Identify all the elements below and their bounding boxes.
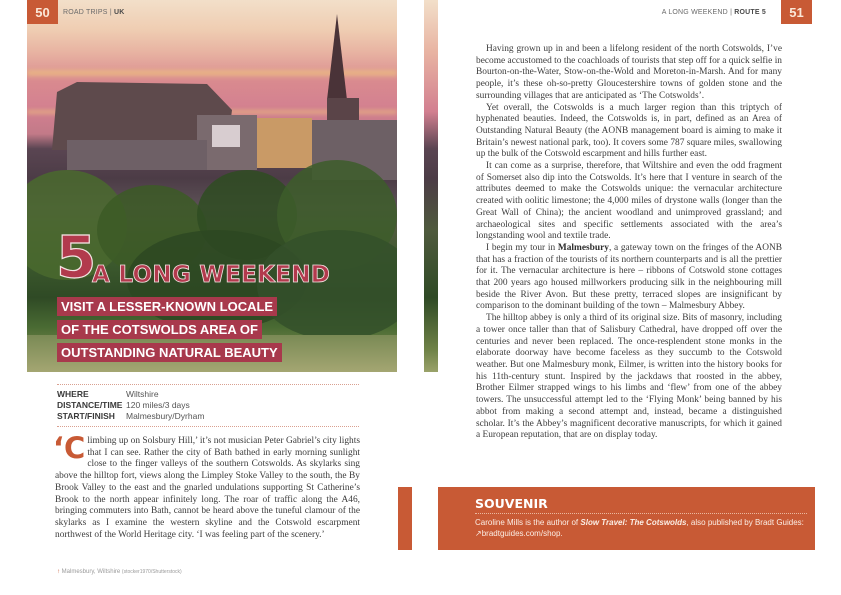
route-info-table	[57, 389, 359, 422]
main-article	[476, 44, 782, 442]
info-label: DISTANCE/TIME	[57, 400, 123, 410]
souvenir-text-after: , also published by Bradt Guides:	[686, 518, 804, 527]
running-head-left	[63, 9, 125, 16]
caption-credit: (stocker1970/Shutterstock)	[121, 569, 182, 575]
running-head-region: UK	[114, 9, 125, 16]
info-row-start-finish	[57, 411, 359, 422]
souvenir-rule	[475, 513, 807, 514]
souvenir-link[interactable]: bradtguides.com/shop.	[481, 529, 563, 538]
info-label: START/FINISH	[57, 411, 115, 421]
photo-caption	[57, 569, 182, 575]
article-paragraph: The hilltop abbey is only a third of its original size. Bits of masonry, including a tower once taller than that of Salisbury Cathedral, have dropped off over the centuries and never been replaced. The once-resplendent stone monks in the elaborate doorway have become faceless as they succumb to the Cotswold weather. But one Malmesbury monk, Eilmer, is written into the history books for his 11th-century stunt. Inspired by the jackdaws that roosted in the abbey, Brother Eilmer strapped wings to his limbs and ‘flew’ from one of the abbey towers. The unsuccessful attempt led to the ‘Flying Monk’ being banned by his abbot from making a second attempt and, instead, became a distinguished scholar. It’s the Abbey’s magnificent decorative manuscripts, for which it gained a European reputation, that are on display today.	[476, 313, 782, 441]
subtitle-line-1: VISIT A LESSER-KNOWN LOCALE	[57, 297, 277, 316]
running-head-right	[662, 9, 766, 16]
place-name-malmesbury: Malmesbury	[557, 242, 609, 253]
souvenir-accent-bar	[398, 487, 412, 550]
info-value: Wiltshire	[126, 389, 159, 399]
page-number-right: 51	[781, 0, 812, 24]
souvenir-box	[438, 487, 815, 550]
article-paragraph: It can come as a surprise, therefore, that Wiltshire and even the odd fragment of Somerset also dip into the Cotswolds. It’s here that I venture in search of the attributes deemed to make the Cotswolds unique: the vernacular architecture created with oolitic limestone; the 4,000 miles of drystone walls (longer than the Great Wall of China); the ancient woodland and unimproved grassland; and archaeological sites and specific settlements associated with the area’s longstanding wool and textile trade.	[476, 161, 782, 242]
route-number: 5	[56, 223, 97, 291]
house-white	[212, 125, 240, 147]
route-title: A LONG WEEKEND	[92, 262, 331, 288]
caption-text: Malmesbury, Wiltshire	[61, 569, 121, 575]
info-top-rule	[57, 384, 359, 385]
souvenir-title: SOUVENIR	[475, 496, 548, 511]
running-head-route: ROUTE 5	[734, 9, 766, 16]
info-bottom-rule	[57, 426, 359, 427]
cover-photo	[27, 0, 397, 372]
subtitle-line-3: OUTSTANDING NATURAL BEAUTY	[57, 343, 282, 362]
running-head-separator: |	[730, 9, 733, 16]
paragraph-lead: I begin my tour in	[486, 242, 558, 253]
arrow-up-icon: ↑	[57, 569, 60, 575]
running-head-title: A LONG WEEKEND	[661, 9, 728, 16]
paragraph-rest: , a gateway town on the fringes of the AONB that has a fraction of the tourists of its northern counterparts and is all the prettier for it. The vernacular architecture is here – ribbons of Cotswold stone cottages that 200 years ago housed millworkers producing silk in the neighbouring mill beside the River Avon. But these pretty, terraced slopes are insignificant by comparison to the dominant building of the town – Malmesbury Abbey.	[476, 242, 782, 312]
souvenir-text-before: Caroline Mills is the author of	[475, 518, 581, 527]
info-value: 120 miles/3 days	[126, 400, 190, 410]
souvenir-text	[475, 517, 815, 539]
photo-edge-strip	[424, 0, 438, 372]
souvenir-book-title: Slow Travel: The Cotswolds	[580, 518, 687, 527]
subtitle-line-2: OF THE COTSWOLDS AREA OF	[57, 320, 262, 339]
article-paragraph	[476, 243, 782, 313]
info-row-distance	[57, 400, 359, 411]
info-label: WHERE	[57, 389, 89, 399]
running-head-section: ROAD TRIPS	[63, 9, 108, 16]
drop-cap: ‘C	[53, 431, 86, 465]
houses-row	[67, 140, 207, 170]
running-head-separator: |	[109, 9, 112, 16]
article-paragraph: Yet overall, the Cotswolds is a much larger region than this triptych of hyphenated beauties. Indeed, the Cotswolds is, in part, defined as an Area of Outstanding Natural Beauty (the AONB management board is aiming to make it Britain’s newest national park, too). It covers some 787 square miles, swallowing up the bulk of the Cotswold escarpment and hills further east.	[476, 102, 782, 160]
church-spire	[327, 14, 347, 100]
info-row-where	[57, 389, 359, 400]
page-number-left: 50	[27, 0, 58, 24]
intro-paragraph	[53, 431, 360, 541]
link-icon: ↗	[475, 529, 482, 538]
article-paragraph: Having grown up in and been a lifelong resident of the north Cotswolds, I’ve become accustomed to the coachloads of tourists that step off for a quick selfie in Bourton-on-the-Water, Stow-on-the-Wold and Moreton-in-Marsh. And for many people, it’s these oh-so-pretty Gloucestershire towns of golden stone and the surrounding villages that are anticipated as ‘The Cotswolds’.	[476, 44, 782, 101]
intro-text: limbing up on Solsbury Hill,’ it’s not musician Peter Gabriel’s city lights that I can see. Rather the city of Bath bathed in early morning sunlight close to the finger valleys of the southern Cotswolds. As skylarks sing above the hilltop fort, views along the Limpley Stoke Valley to the south, the By Brook Valley to the east and the gnarled undulations supporting St Catherine’s Brook to the north appear infinitely long. The roar of traffic along the A46, bringing commuters into Bath, cannot be heard above the tuneful clamour of the skylarks as I examine the western skyline and the Cotswold escarpment northwest of the World Heritage city. ‘I was feeling part of the scenery.’	[55, 436, 360, 540]
info-value: Malmesbury/Dyrham	[126, 411, 205, 421]
house-yellow	[257, 118, 312, 168]
